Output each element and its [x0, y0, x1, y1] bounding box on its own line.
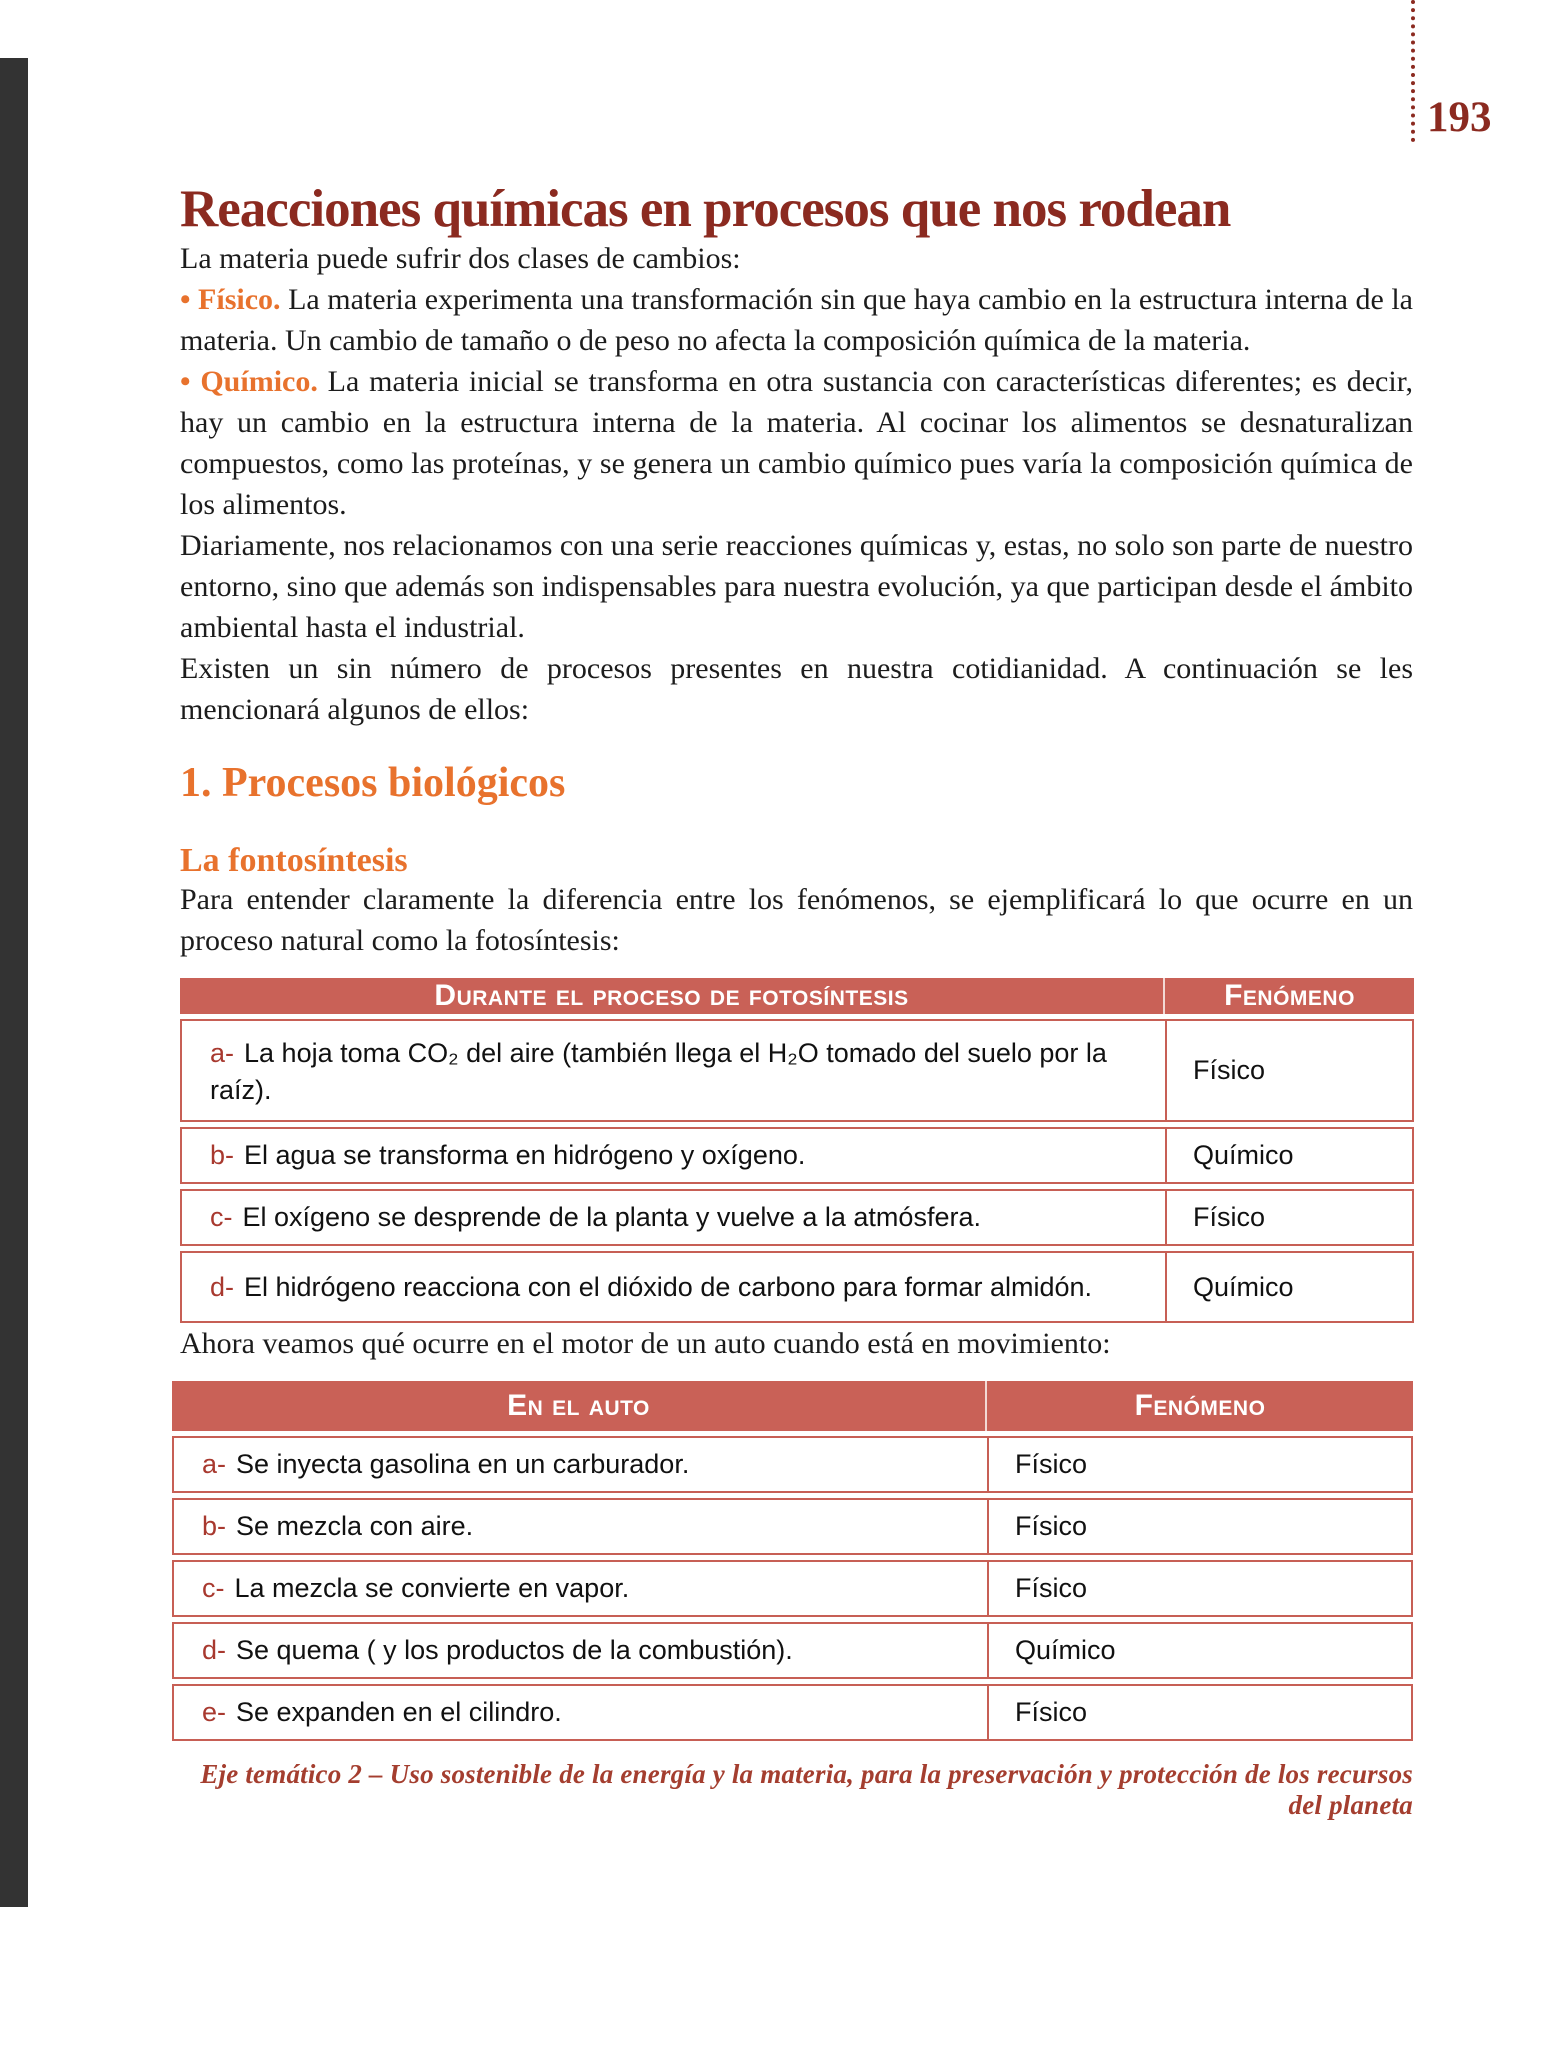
table-row: [172, 1684, 1413, 1741]
row-letter: a-: [202, 1449, 227, 1480]
row-letter: b-: [210, 1140, 235, 1171]
footer-note: Eje temático 2 – Uso sostenible de la energía y la materia, para la preservación y protección de los recursos del planeta: [200, 1759, 1413, 1821]
row-phenomenon: Físico: [1015, 1449, 1088, 1480]
intro-paragraph: La materia puede sufrir dos clases de cambios:: [180, 241, 741, 275]
row-description: a- La hoja toma CO₂ del aire (también llega el H₂O tomado del suelo por la raíz).: [182, 1021, 1167, 1120]
bullet-lead-quimico: Químico.: [200, 364, 318, 398]
row-description: d- El hidrógeno reacciona con el dióxido de carbono para formar almidón.: [182, 1253, 1167, 1321]
subsection-heading-fotosintesis: La fontosíntesis: [180, 841, 408, 879]
page-number: 193: [1427, 94, 1492, 141]
table-row: [172, 1560, 1413, 1617]
photosynthesis-table-header: [180, 978, 1414, 1014]
car-table-header: [172, 1381, 1413, 1431]
row-description: c- El oxígeno se desprende de la planta y vuelve a la atmósfera.: [182, 1191, 1167, 1244]
page-content: [180, 0, 1413, 1821]
row-phenomenon: Físico: [1015, 1697, 1088, 1728]
table-row: [172, 1622, 1413, 1679]
row-phenomenon: Químico: [1015, 1635, 1116, 1666]
row-letter: a-: [210, 1038, 235, 1069]
bullet-icon: •: [180, 282, 191, 316]
bullet-item-fisico: [180, 279, 1413, 361]
row-description: e- Se expanden en el cilindro.: [174, 1686, 989, 1739]
row-description: c- La mezcla se convierte en vapor.: [174, 1562, 989, 1615]
row-letter: b-: [202, 1511, 227, 1542]
row-phenomenon: Químico: [1193, 1140, 1294, 1171]
table-row: [180, 1189, 1414, 1246]
col-header-proceso: Durante el proceso de fotosíntesis: [180, 978, 1165, 1014]
row-letter: c-: [210, 1202, 233, 1233]
bullet-text-fisico: La materia experimenta una transformación sin que haya cambio en la estructura interna de la materia. Un cambio de tamaño o de peso no afecta la composición química de la materia.: [180, 282, 1413, 357]
table-row: [172, 1436, 1413, 1493]
paragraph-car-intro: Ahora veamos qué ocurre en el motor de un auto cuando está en movimiento:: [180, 1327, 1111, 1361]
row-letter: d-: [210, 1271, 235, 1302]
paragraph-photosynthesis-intro: Para entender claramente la diferencia entre los fenómenos, se ejemplificará lo que ocurre en un proceso natural como la fotosíntesis:: [180, 883, 1413, 958]
page-title: Reacciones químicas en procesos que nos rodean: [180, 180, 1231, 238]
spine-bar: [0, 58, 28, 1907]
table-row: [172, 1498, 1413, 1555]
bullet-lead-fisico: Físico.: [198, 282, 281, 316]
row-description: b- Se mezcla con aire.: [174, 1500, 989, 1553]
table-row: [180, 1127, 1414, 1184]
row-phenomenon: Físico: [1015, 1573, 1088, 1604]
paragraph-daily-reactions: Diariamente, nos relacionamos con una serie reacciones químicas y, estas, no solo son parte de nuestro entorno, sino que además son indispensables para nuestra evolución, ya que participan desde el ámbito ambiental hasta el industrial.: [180, 528, 1413, 644]
row-description: a- Se inyecta gasolina en un carburador.: [174, 1438, 989, 1491]
col-header-fenomeno: Fenómeno: [1134, 1389, 1266, 1423]
row-phenomenon: Físico: [1193, 1055, 1266, 1086]
row-letter: c-: [202, 1573, 225, 1604]
row-phenomenon: Físico: [1015, 1511, 1088, 1542]
row-letter: e-: [202, 1697, 227, 1728]
row-description: d- Se quema ( y los productos de la combustión).: [174, 1624, 989, 1677]
row-phenomenon: Químico: [1193, 1271, 1294, 1302]
photosynthesis-table: [180, 978, 1414, 1323]
car-table: [172, 1381, 1413, 1741]
row-letter: d-: [202, 1635, 227, 1666]
row-description: b- El agua se transforma en hidrógeno y oxígeno.: [182, 1129, 1167, 1182]
bullet-icon: •: [180, 364, 191, 398]
bullet-text-quimico: La materia inicial se transforma en otra sustancia con características diferentes; es decir, hay un cambio en la estructura interna de la materia. Al cocinar los alimentos se desnaturalizan compuestos, como las proteínas, y se genera un cambio químico pues varía la composición química de los alimentos.: [180, 364, 1413, 521]
bullet-item-quimico: [180, 361, 1413, 525]
col-header-en-el-auto: En el auto: [172, 1381, 987, 1431]
table-row: [180, 1019, 1414, 1122]
col-header-fenomeno: Fenómeno: [1224, 979, 1355, 1013]
row-phenomenon: Físico: [1193, 1202, 1266, 1233]
section-heading-procesos-biologicos: 1. Procesos biológicos: [180, 759, 566, 806]
table-row: [180, 1251, 1414, 1323]
paragraph-processes-list-intro: Existen un sin número de procesos presentes en nuestra cotidianidad. A continuación se les mencionará algunos de ellos:: [180, 651, 1413, 726]
